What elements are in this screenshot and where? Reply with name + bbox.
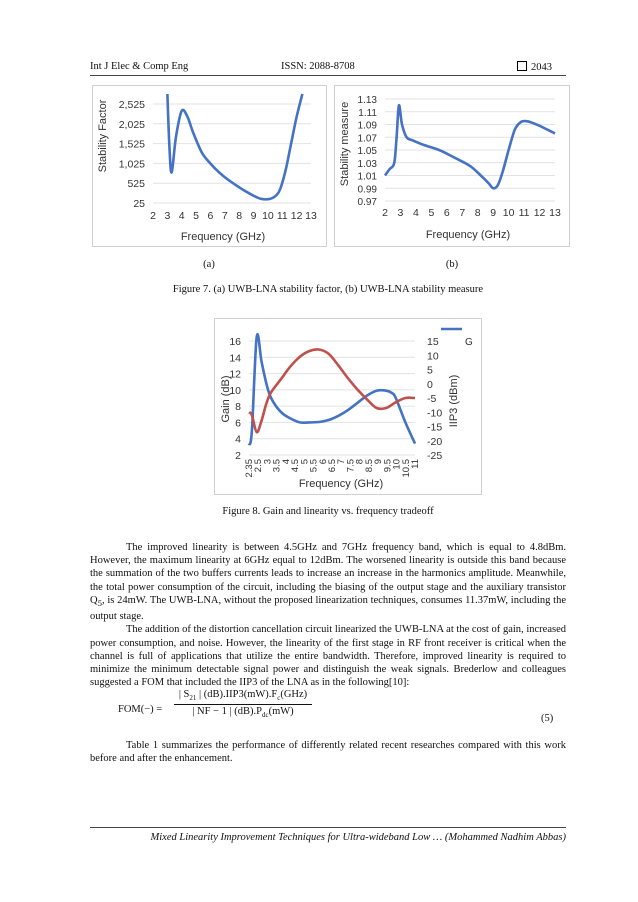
x-tick-label: 4 bbox=[178, 210, 185, 222]
x-tick-label: 4.5 bbox=[290, 459, 302, 473]
x-tick-label: 5 bbox=[428, 207, 435, 219]
figure7a-label: (a) bbox=[203, 259, 215, 270]
figure7b-chart-frame bbox=[334, 85, 570, 247]
y-tick-label: 1.13 bbox=[357, 95, 377, 106]
x-tick-label: 3 bbox=[262, 459, 274, 465]
num-part: | (dB).IIP3(mW).F bbox=[196, 689, 278, 700]
y2-tick-label: -20 bbox=[427, 435, 443, 448]
y-tick-label: 2 bbox=[235, 450, 241, 462]
header-rule bbox=[90, 75, 566, 76]
x-tick-label: 7 bbox=[221, 210, 228, 222]
figure8-caption: Figure 8. Gain and linearity vs. frequency tradeoff bbox=[222, 506, 434, 517]
x-tick-label: 6 bbox=[443, 207, 450, 219]
stability-measure-chart bbox=[335, 86, 569, 246]
y2-tick-label: 0 bbox=[427, 378, 433, 391]
figure8-chart-frame bbox=[214, 318, 482, 495]
x-tick-label: 11 bbox=[410, 459, 421, 469]
y-tick-label: 2,525 bbox=[118, 99, 145, 111]
stability-factor-chart bbox=[93, 86, 326, 246]
y-tick-label: 0.97 bbox=[357, 197, 377, 208]
header-page-number bbox=[517, 61, 552, 73]
paragraph-2-text: The addition of the distortion cancellation circuit linearized the UWB-LNA at the cost of gain, increased power consumption, and noise. However, the linearity of the first stage in RF front receiver is critical when the channel is full of applications that utilize the entire bandwidth. Therefore, improved linearity is required to minimize the minimum detectable signal power and distinguish the weak signals. Brederlow and colleagues suggested a FOM that included the IIP3 of the LNA as in the following[10]: bbox=[90, 624, 566, 689]
x-tick-label: 9 bbox=[250, 210, 257, 222]
paragraph-3 bbox=[90, 739, 566, 765]
x-tick-label: 2.5 bbox=[253, 459, 265, 473]
x-tick-label: 2.35 bbox=[244, 459, 255, 478]
x-tick-label: 10 bbox=[262, 210, 274, 222]
equation-lhs: FOM(−) = bbox=[118, 704, 163, 715]
x-tick-label: 8.5 bbox=[363, 459, 375, 473]
x-tick-label: 6 bbox=[317, 459, 329, 465]
y-axis-label: Gain (dB) bbox=[220, 375, 232, 423]
x-tick-label: 11 bbox=[276, 210, 288, 222]
x-tick-label: 12 bbox=[533, 207, 546, 219]
num-sub: 21 bbox=[189, 694, 197, 703]
x-axis-label: Frequency (GHz) bbox=[180, 231, 266, 243]
figure7a-chart-frame bbox=[92, 85, 327, 247]
x-tick-label: 2 bbox=[382, 207, 388, 219]
x-axis-label: Frequency (GHz) bbox=[298, 478, 384, 490]
y-tick-label: 1.07 bbox=[357, 133, 377, 145]
x-tick-label: 8 bbox=[236, 210, 243, 222]
header-journal: Int J Elec & Comp Eng bbox=[90, 61, 189, 72]
y-tick-label: 1,525 bbox=[118, 138, 145, 151]
x-tick-label: 2 bbox=[150, 210, 156, 222]
paragraph-1-tail: , is 24mW. The UWB-LNA, without the proposed linearization techniques, consumes 11.37mW, including the output stage. bbox=[90, 594, 566, 623]
x-tick-label: 8 bbox=[474, 207, 481, 219]
x-tick-label: 10 bbox=[391, 459, 403, 470]
paragraph-1 bbox=[90, 541, 566, 623]
num-part: | S bbox=[178, 689, 190, 700]
y2-axis-label: IIP3 (dBm) bbox=[448, 374, 460, 428]
den-part: (mW) bbox=[268, 706, 294, 717]
footer-rule bbox=[90, 827, 566, 828]
paragraph-1-text: The improved linearity is between 4.5GHz and 7GHz frequency band, which is equal to 4.8dBm. However, the maximum linearity at 6GHz equal to 12dBm. The worsened linearity is outside this band because the summation of the two buffers currents leads to increase an increase in the harmonics amplitude. Meanwhile, the total power consumption of the circuit, including the biasing of the output stage and the auxiliary transistor Q bbox=[90, 542, 566, 606]
y-tick-label: 14 bbox=[229, 352, 241, 365]
x-tick-label: 3 bbox=[164, 210, 171, 222]
y-tick-label: 16 bbox=[229, 336, 241, 348]
y-tick-label: 525 bbox=[127, 178, 145, 191]
x-axis-label: Frequency (GHz) bbox=[425, 229, 511, 241]
num-part: (GHz) bbox=[280, 689, 308, 700]
x-tick-label: 5 bbox=[299, 459, 311, 465]
y-tick-label: 6 bbox=[235, 417, 241, 430]
y-tick-label: 1.05 bbox=[357, 146, 377, 157]
figure7b-label: (b) bbox=[445, 259, 459, 270]
equation-denominator bbox=[172, 706, 314, 719]
legend-label: G bbox=[465, 337, 473, 348]
checkbox-square-icon bbox=[517, 61, 527, 71]
body-text bbox=[90, 541, 566, 689]
x-tick-label: 3.5 bbox=[271, 459, 283, 473]
x-tick-label: 8 bbox=[354, 459, 366, 465]
y-tick-label: 2,025 bbox=[118, 118, 145, 131]
x-tick-label: 13 bbox=[305, 210, 317, 222]
x-tick-label: 7.5 bbox=[345, 459, 357, 473]
gain-linearity-chart bbox=[215, 319, 481, 494]
y-tick-label: 25 bbox=[133, 198, 145, 210]
y-axis-label: Stability Factor bbox=[97, 99, 109, 173]
x-tick-label: 7 bbox=[336, 459, 348, 465]
y-tick-label: 1,025 bbox=[118, 158, 145, 171]
num-sub: c bbox=[277, 694, 281, 703]
y-tick-label: 1.03 bbox=[357, 158, 377, 170]
x-tick-label: 6 bbox=[207, 210, 214, 222]
den-part: | NF − 1 | (dB).P bbox=[192, 706, 262, 717]
x-tick-label: 3 bbox=[397, 207, 404, 219]
x-tick-label: 10.5 bbox=[400, 459, 412, 478]
footer-text: Mixed Linearity Improvement Techniques for Ultra-wideband Low … (Mohammed Nadhim Abbas) bbox=[150, 832, 566, 843]
x-tick-label: 11 bbox=[518, 207, 530, 219]
y-tick-label: 1.01 bbox=[357, 171, 377, 183]
x-tick-label: 5.5 bbox=[308, 459, 320, 473]
y-tick-label: 0.99 bbox=[357, 184, 377, 196]
y2-tick-label: -10 bbox=[427, 407, 443, 420]
y-tick-label: 12 bbox=[229, 368, 241, 381]
y2-tick-label: 5 bbox=[427, 364, 433, 377]
x-tick-label: 4 bbox=[412, 207, 419, 219]
y2-tick-label: -5 bbox=[427, 393, 437, 405]
y2-tick-label: 10 bbox=[427, 350, 439, 363]
x-tick-label: 10 bbox=[502, 207, 515, 219]
y-axis-label: Stability measure bbox=[339, 101, 351, 187]
equation-numerator bbox=[172, 689, 314, 702]
y-tick-label: 1.09 bbox=[357, 120, 377, 132]
paragraph-2 bbox=[90, 623, 566, 689]
fraction-bar bbox=[174, 704, 312, 705]
equation-number: (5) bbox=[541, 713, 554, 724]
x-tick-label: 6.5 bbox=[327, 459, 338, 473]
x-tick-label: 9 bbox=[373, 459, 385, 465]
x-tick-label: 5 bbox=[193, 210, 200, 222]
x-tick-label: 9 bbox=[490, 207, 497, 219]
figure7-caption: Figure 7. (a) UWB-LNA stability factor, (b) UWB-LNA stability measure bbox=[172, 284, 484, 295]
x-tick-label: 7 bbox=[459, 207, 466, 219]
header-issn: ISSN: 2088-8708 bbox=[281, 61, 355, 72]
den-sub: dc bbox=[261, 711, 269, 720]
y2-tick-label: -25 bbox=[427, 450, 443, 462]
subscript: 5 bbox=[97, 597, 102, 608]
paragraph-3-text: Table 1 summarizes the performance of differently related recent researches compared with this work before and after the enhancement. bbox=[90, 740, 566, 765]
x-tick-label: 9.5 bbox=[382, 459, 394, 473]
y-tick-label: 10 bbox=[229, 384, 241, 397]
x-tick-label: 4 bbox=[280, 459, 292, 465]
page-number: 2043 bbox=[531, 62, 552, 73]
x-tick-label: 13 bbox=[549, 207, 561, 219]
y-tick-label: 8 bbox=[235, 401, 241, 414]
y2-tick-label: 15 bbox=[427, 336, 439, 348]
y2-tick-label: -15 bbox=[427, 421, 443, 434]
x-tick-label: 12 bbox=[290, 210, 303, 222]
y-tick-label: 4 bbox=[235, 433, 241, 446]
y-tick-label: 1.11 bbox=[358, 107, 377, 119]
